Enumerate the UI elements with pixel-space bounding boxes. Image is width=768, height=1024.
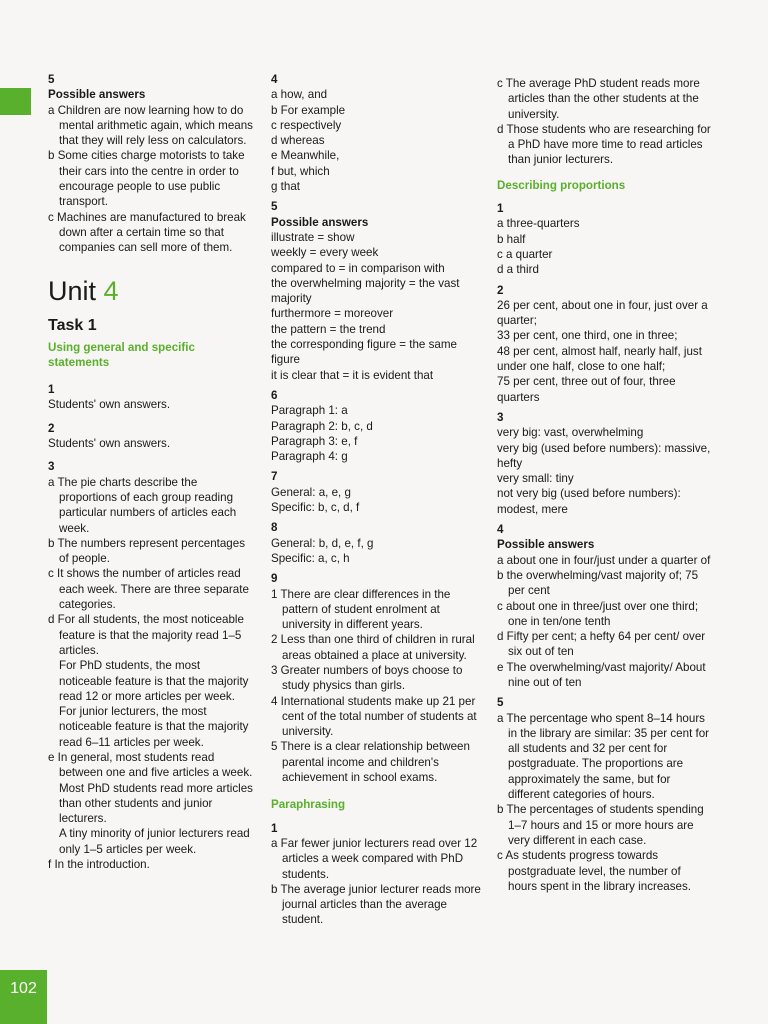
answer-item: d Fifty per cent; a hefty 64 per cent/ over six out of ten: [497, 630, 706, 659]
answer-line: f but, which: [271, 164, 330, 178]
answer-line: illustrate = show: [271, 230, 355, 244]
answer-line: Specific: b, c, d, f: [271, 501, 360, 515]
answer-line: very small: tiny: [497, 472, 574, 486]
answer-line: b For example: [271, 103, 346, 117]
question-number: 9: [271, 572, 278, 586]
answer-text: Students' own answers.: [48, 398, 171, 412]
answer-continuation: A tiny minority of junior lecturers read only 1–5 articles per week.: [59, 827, 250, 856]
answer-line: very big: vast, overwhelming: [497, 426, 644, 440]
answer-item: a The percentage who spent 8–14 hours in the library are similar: 35 per cent for all students and 32 per cent for postgraduate. The proportions are approximately the same, but for different categories of hours.: [497, 711, 710, 802]
question-number: 5: [48, 73, 55, 86]
answer-continuation: For PhD students, the most noticeable feature is that the majority read 12 or more articles per week.: [59, 659, 249, 703]
answer-line: weekly = every week: [271, 246, 379, 260]
unit-title: Unit 4: [48, 275, 119, 306]
answer-line: General: b, d, e, f, g: [271, 536, 374, 550]
section-tab-marker: [0, 88, 31, 115]
answer-item: a Far fewer junior lecturers read over 12 articles a week compared with PhD students.: [271, 836, 478, 881]
question-number: 5: [271, 200, 278, 214]
answer-line: General: a, e, g: [271, 485, 351, 499]
answer-item: 3 Greater numbers of boys choose to study physics than girls.: [271, 663, 463, 693]
question-number: 1: [48, 383, 55, 397]
answer-item: c The average PhD student reads more articles than the other students at the university.: [497, 77, 700, 121]
answer-line: 75 per cent, three out of four, three quarters: [497, 375, 676, 404]
subsection-heading: Using general and specific statements: [48, 340, 195, 369]
page-number: 102: [10, 980, 37, 997]
answer-continuation: For junior lecturers, the most noticeable feature is that the majority read 6–11 articles per week.: [59, 705, 249, 749]
question-number: 4: [271, 73, 278, 86]
answer-line: d whereas: [271, 134, 325, 148]
question-number: 6: [271, 388, 278, 402]
answer-line: e Meanwhile,: [271, 149, 340, 163]
answer-line: d a third: [497, 263, 539, 277]
section-heading: Possible answers: [48, 88, 146, 102]
question-number: 3: [48, 460, 55, 474]
answer-line: not very big (used before numbers): modest, mere: [497, 487, 681, 516]
answer-line: Paragraph 3: e, f: [271, 434, 358, 448]
answer-item: b the overwhelming/vast majority of; 75 per cent: [497, 568, 699, 598]
answer-line: very big (used before numbers): massive, hefty: [497, 441, 711, 470]
answer-item: b The percentages of students spending 1–7 hours and 15 or more hours are very different in each case.: [497, 803, 704, 847]
answer-item: c Machines are manufactured to break down after a certain time so that companies can sell more of them.: [48, 210, 246, 255]
answer-item: 2 Less than one third of children in rural areas obtained a place at university.: [271, 633, 475, 662]
answer-line: c a quarter: [497, 247, 553, 261]
column-left: [48, 72, 254, 872]
answer-line: 48 per cent, almost half, nearly half, just under one half, close to one half;: [497, 344, 702, 374]
answer-line: a how, and: [271, 88, 328, 102]
question-number: 2: [497, 283, 504, 297]
answer-line: compared to = in comparison with: [271, 261, 445, 275]
answer-item: b Some cities charge motorists to take their cars into the centre in order to encourage people to use public transport.: [48, 149, 245, 209]
answer-line: Paragraph 1: a: [271, 404, 348, 418]
answer-item: a The pie charts describe the proportions of each group reading particular numbers of articles each week.: [48, 475, 237, 535]
answer-text: Students' own answers.: [48, 437, 171, 451]
answer-line: it is clear that = it is evident that: [271, 368, 434, 382]
answer-item: a Children are now learning how to do mental arithmetic again, which means that they will rely less on calculators.: [48, 103, 253, 148]
column-middle: [271, 72, 481, 928]
answer-line: furthermore = moreover: [271, 307, 394, 321]
answer-item: c It shows the number of articles read each week. There are three separate categories.: [48, 567, 249, 612]
answer-line: 33 per cent, one third, one in three;: [497, 329, 678, 343]
subsection-heading: Paraphrasing: [271, 798, 346, 812]
subsection-heading: Describing proportions: [497, 178, 626, 192]
answer-item: 1 There are clear differences in the pattern of student enrolment at university in different years.: [271, 587, 451, 632]
answer-line: a three-quarters: [497, 217, 580, 231]
answer-continuation: Most PhD students read more articles than other students and junior lecturers.: [59, 781, 253, 826]
answer-item: f In the introduction.: [48, 858, 150, 872]
answer-line: the corresponding figure = the same figure: [271, 338, 457, 367]
answer-line: the pattern = the trend: [271, 322, 386, 336]
answer-line: b half: [497, 232, 526, 246]
question-number: 8: [271, 521, 278, 535]
question-number: 1: [497, 202, 504, 216]
section-heading: Possible answers: [497, 538, 595, 552]
answer-item: b The average junior lecturer reads more journal articles than the average student.: [271, 882, 481, 927]
page-number-badge: [0, 970, 47, 1024]
answer-item: 5 There is a clear relationship between parental income and children's achievement in school exams.: [271, 740, 470, 785]
answer-line: c respectively: [271, 118, 342, 132]
answer-line: 26 per cent, about one in four, just over a quarter;: [497, 298, 708, 328]
answer-item: e The overwhelming/vast majority/ About nine out of ten: [497, 660, 706, 689]
question-number: 4: [497, 523, 504, 537]
section-heading: Possible answers: [271, 215, 369, 229]
question-number: 7: [271, 470, 278, 484]
task-title: Task 1: [48, 316, 97, 334]
answer-item: c about one in three/just over one third; one in ten/one tenth: [497, 599, 699, 628]
column-right: [497, 72, 711, 894]
answer-line: Paragraph 2: b, c, d: [271, 419, 373, 433]
answer-item: b The numbers represent percentages of people.: [48, 536, 245, 566]
answer-item: e In general, most students read between one and five articles a week.: [48, 750, 253, 780]
question-number: 5: [497, 696, 504, 710]
answer-item: 4 International students make up 21 per cent of the total number of students at university.: [271, 694, 477, 739]
answer-line: g that: [271, 180, 301, 194]
question-number: 1: [271, 821, 278, 835]
answer-item: a about one in four/just under a quarter of: [497, 553, 711, 567]
answer-item: d Those students who are researching for a PhD have more time to read articles than junior lecturers.: [497, 122, 711, 167]
question-number: 2: [48, 421, 55, 435]
answer-line: the overwhelming majority = the vast majority: [271, 276, 460, 306]
question-number: 3: [497, 410, 504, 424]
answer-item: c As students progress towards postgraduate level, the number of hours spent in the library increases.: [497, 849, 692, 893]
answer-line: Paragraph 4: g: [271, 450, 348, 464]
answer-item: d For all students, the most noticeable feature is that the majority read 1–5 articles.: [48, 613, 244, 657]
answer-line: Specific: a, c, h: [271, 551, 350, 565]
